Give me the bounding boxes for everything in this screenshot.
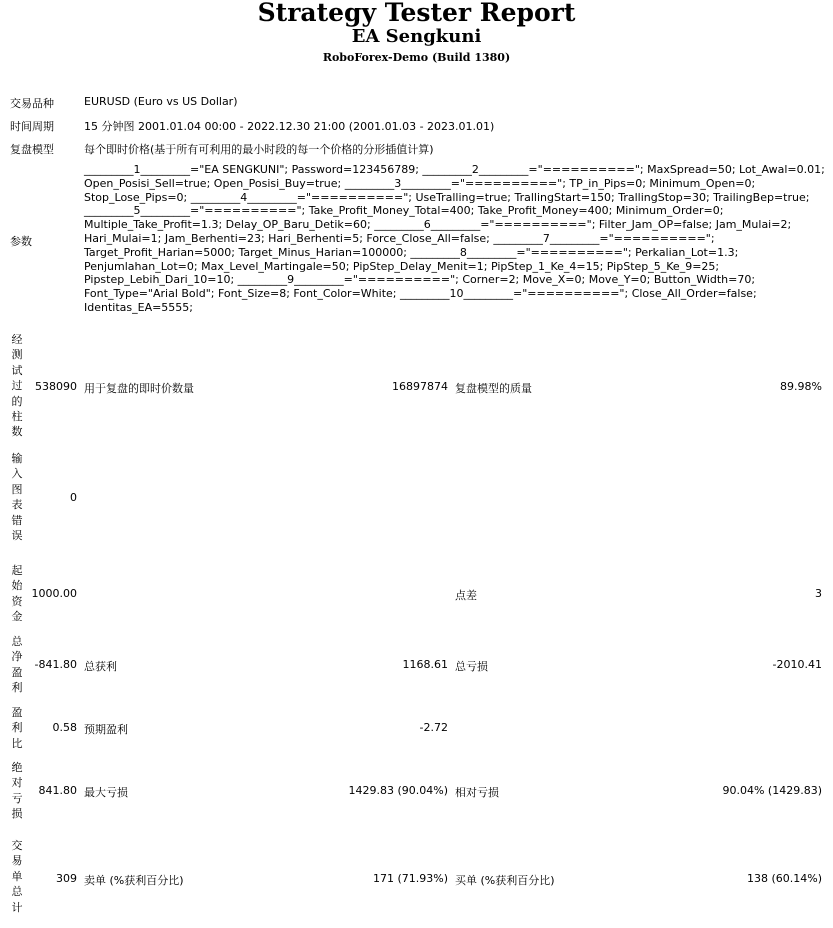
errors-label: 输入图表错误 (11, 452, 23, 543)
quality-value: 89.98% (780, 380, 822, 393)
ticks-value: 16897874 (392, 380, 448, 393)
short-positions-label: 卖单 (%获利百分比) (84, 874, 184, 887)
gross-loss-label: 总亏损 (455, 660, 488, 673)
total-trades-value: 309 (56, 872, 77, 885)
period-value: 15 分钟图 2001.01.04 00:00 - 2022.12.30 21:00 (2001.01.03 - 2023.01.01) (84, 120, 495, 133)
symbol-label: 交易品种 (10, 97, 54, 110)
total-trades-label: 交易单总计 (11, 839, 23, 914)
net-profit-label: 总净盈利 (11, 635, 23, 695)
report-title: Strategy Tester Report (257, 0, 576, 27)
bars-label: 经测试过的柱数 (11, 333, 23, 439)
profit-factor-label: 盈利比 (11, 706, 23, 750)
short-positions-value: 171 (71.93%) (372, 872, 448, 885)
max-drawdown-value: 1429.83 (90.04%) (348, 784, 448, 797)
model-label: 复盘模型 (10, 143, 54, 156)
spread-value: 3 (815, 587, 822, 600)
model-value: 每个即时价格(基于所有可利用的最小时段的每一个价格的分形插值计算) (84, 143, 434, 156)
ticks-label: 用于复盘的即时价数量 (84, 382, 194, 395)
gross-profit-label: 总获利 (84, 660, 117, 673)
long-positions-value: 138 (60.14%) (746, 872, 822, 885)
max-drawdown-label: 最大亏损 (84, 786, 128, 799)
rel-drawdown-value: 90.04% (1429.83) (722, 784, 822, 797)
report-header (0, 0, 833, 66)
period-label: 时间周期 (10, 120, 54, 133)
expected-payoff-label: 预期盈利 (84, 723, 128, 736)
bars-value: 538090 (35, 380, 77, 393)
expected-payoff-value: -2.72 (419, 721, 448, 734)
symbol-value: EURUSD (Euro vs US Dollar) (84, 95, 238, 108)
rel-drawdown-label: 相对亏损 (455, 786, 499, 799)
gross-profit-value: 1168.61 (402, 658, 448, 671)
long-positions-label: 买单 (%获利百分比) (455, 874, 555, 887)
errors-value: 0 (70, 491, 77, 504)
quality-label: 复盘模型的质量 (455, 382, 532, 395)
params-label: 参数 (10, 235, 32, 248)
ea-name: EA Sengkuni (351, 26, 482, 47)
profit-factor-value: 0.58 (52, 721, 77, 734)
abs-drawdown-value: 841.80 (38, 784, 77, 797)
params-value: _________1_________="EA SENGKUNI"; Password=123456789; _________2_________="=========="; MaxSpread=50; Lot_Awal=0.01; Open_Posisi_Sell=true; Open_Posisi_Buy=true; _________3_________="=========="; TP_in_Pips=0; Minimum_Open=0; Stop_Lose_Pips=0; _________4_________="=========="; UseTralling=true; TrallingStart=150; TrallingStop=30; TrailingBep=true; _________5_________="=========="; Take_Profit_Money_Total=400; Take_Profit_Money=400; Minimum_Order=0; Multiple_Take_Profit=1.3; Delay_OP_Baru_Detik=60; _________6_________="=========="; Filter_Jam_OP=false; Jam_Mulai=2; Hari_Mulai=1; Jam_Berhenti=23; Hari_Berhenti=5; Force_Close_All=false; _________7_________="=========="; Target_Profit_Harian=5000; Target_Minus_Harian=100000; _________8_________="=========="; Perkalian_Lot=1.3; Penjumlahan_Lot=0; Max_Level_Martingale=50; PipStep_Delay_Menit=1; PipStep_1_Ke_4=15; PipStep_5_Ke_9=25; Pipstep_Lebih_Dari_10=10; _________9_________="=========="; Corner=2; Move_X=0; Move_Y=0; Button_Width=70; Font_Type="Arial Bold"; Font_Size=8; Font_Color=White; _________10_________="=========="; Close_All_Order=false; Identitas_EA=5555; (84, 163, 825, 314)
abs-drawdown-label: 绝对亏损 (11, 761, 23, 821)
net-profit-value: -841.80 (34, 658, 77, 671)
deposit-label: 起始资金 (11, 564, 23, 624)
deposit-value: 1000.00 (31, 587, 77, 600)
spread-label: 点差 (455, 589, 477, 602)
gross-loss-value: -2010.41 (772, 658, 822, 671)
server-build: RoboForex-Demo (Build 1380) (322, 51, 511, 64)
